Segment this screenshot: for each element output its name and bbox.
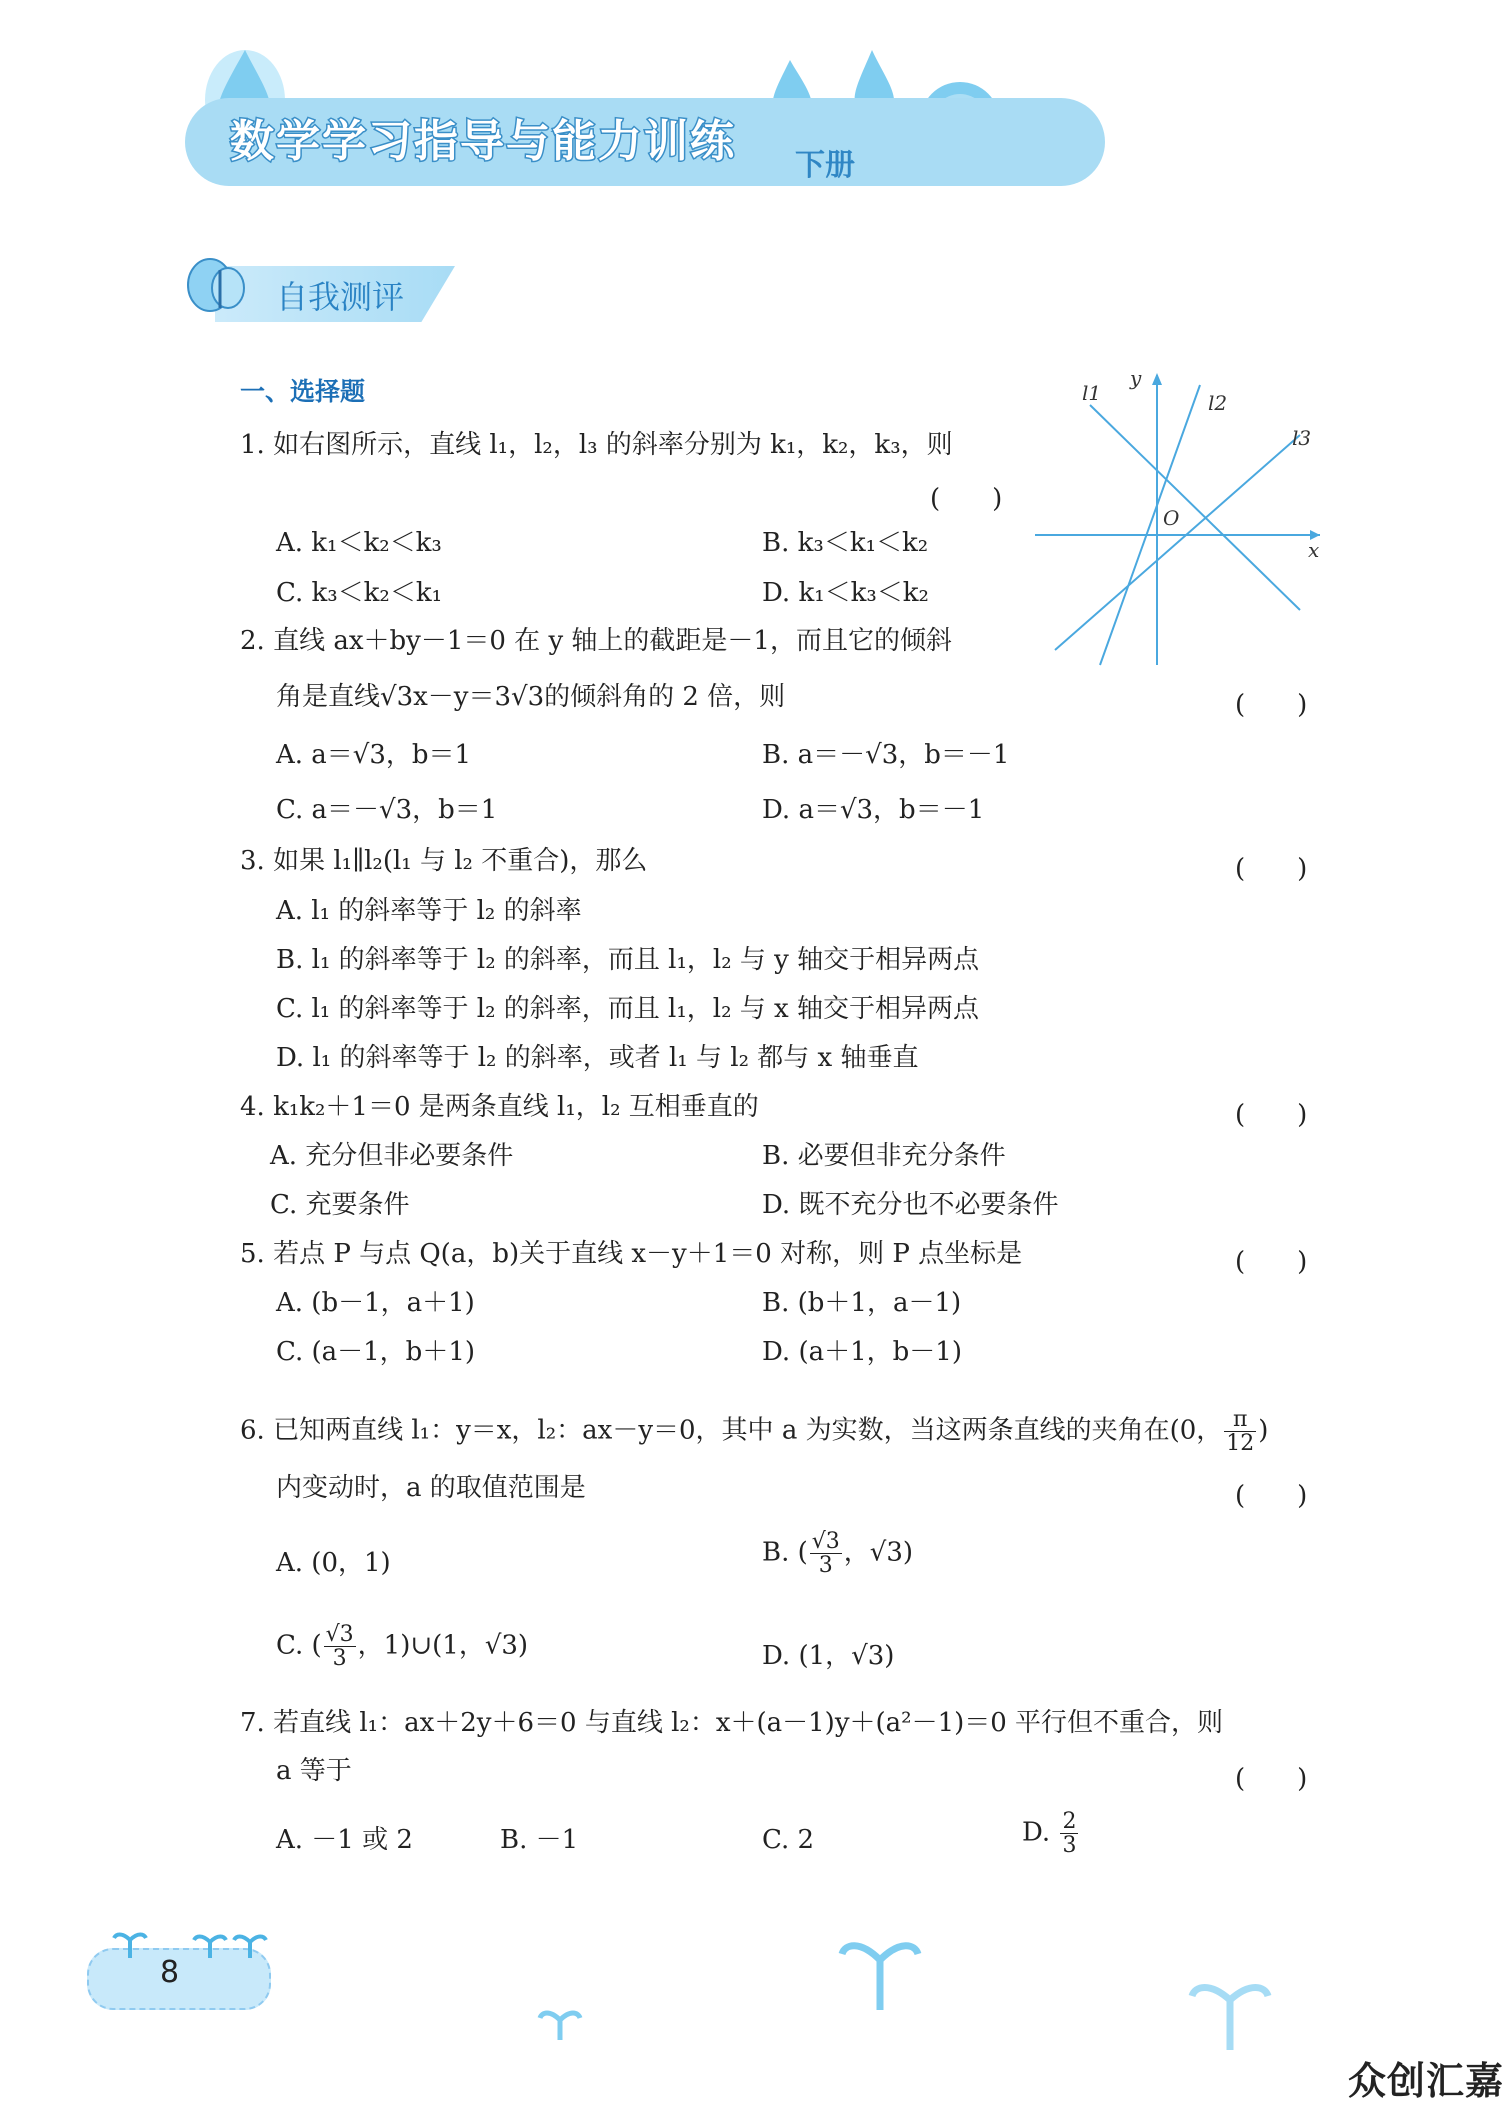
q7-answer-paren[interactable]: ( ) <box>1235 1764 1308 1794</box>
q6-option-b[interactable]: B. ( $\frac{√3}{3}$ ，√3) <box>762 1529 914 1579</box>
line-figure <box>1030 365 1330 675</box>
butterfly-icon <box>180 250 260 330</box>
q2-option-a[interactable]: A. a＝√3，b＝1 <box>276 740 472 770</box>
q6-option-d[interactable]: D. (1，√3) <box>762 1641 895 1671</box>
q3-option-b[interactable]: B. l₁ 的斜率等于 l₂ 的斜率，而且 l₁，l₂ 与 y 轴交于相异两点 <box>276 945 980 975</box>
line-l1 <box>1090 405 1300 610</box>
q7-stem-line1: 7. 若直线 l₁：ax＋2y＋6＝0 与直线 l₂：x＋(a－1)y＋(a²－1)＝0 平行但不重合，则 <box>240 1708 1224 1738</box>
q6-stem-line2: 内变动时，a 的取值范围是 <box>276 1473 586 1503</box>
q2-stem-line2: 角是直线√3x－y＝3√3的倾斜角的 2 倍，则 <box>276 682 786 712</box>
q1-option-d[interactable]: D. k₁＜k₃＜k₂ <box>762 578 929 608</box>
q6-option-c[interactable]: C. ( $\frac{√3}{3}$ ，1)∪(1，√3) <box>276 1622 529 1672</box>
q7-option-c[interactable]: C. 2 <box>762 1825 815 1855</box>
question-type-heading: 一、选择题 <box>240 377 366 406</box>
label-l2: l2 <box>1208 391 1228 415</box>
label-x: x <box>1308 538 1320 562</box>
q5-option-b[interactable]: B. (b＋1，a－1) <box>762 1288 962 1318</box>
q7-stem-line2: a 等于 <box>276 1756 352 1786</box>
q1-stem: 1. 如右图所示，直线 l₁，l₂，l₃ 的斜率分别为 k₁，k₂，k₃，则 <box>240 430 953 460</box>
section-title: 自我测评 <box>276 278 405 316</box>
q3-stem: 3. 如果 l₁∥l₂(l₁ 与 l₂ 不重合)，那么 <box>240 846 648 876</box>
q3-option-c[interactable]: C. l₁ 的斜率等于 l₂ 的斜率，而且 l₁，l₂ 与 x 轴交于相异两点 <box>276 994 979 1024</box>
label-y: y <box>1130 366 1142 390</box>
q1-answer-paren[interactable]: ( ) <box>930 484 1003 514</box>
q5-answer-paren[interactable]: ( ) <box>1235 1247 1308 1277</box>
q4-option-b[interactable]: B. 必要但非充分条件 <box>762 1141 1006 1171</box>
q3-option-d[interactable]: D. l₁ 的斜率等于 l₂ 的斜率，或者 l₁ 与 l₂ 都与 x 轴垂直 <box>276 1043 919 1073</box>
sprout-decoration-icon <box>530 1940 1330 2060</box>
q5-stem: 5. 若点 P 与点 Q(a，b)关于直线 x－y＋1＝0 对称，则 P 点坐标是 <box>240 1239 1023 1269</box>
book-title: 数学学习指导与能力训练 <box>230 116 736 167</box>
label-l3: l3 <box>1292 426 1312 450</box>
q2-stem-line1: 2. 直线 ax＋by－1＝0 在 y 轴上的截距是－1，而且它的倾斜 <box>240 626 952 656</box>
q6-answer-paren[interactable]: ( ) <box>1235 1481 1308 1511</box>
q4-option-c[interactable]: C. 充要条件 <box>270 1190 410 1220</box>
page-number: 8 <box>160 1955 180 1990</box>
q2-option-b[interactable]: B. a＝－√3，b＝－1 <box>762 740 1010 770</box>
q6-stem-line1: 6. 已知两直线 l₁：y＝x，l₂：ax－y＝0，其中 a 为实数，当这两条直线的夹角在(0， $\frac{\pi}{12}$ ) <box>240 1407 1269 1457</box>
q7-option-a[interactable]: A. －1 或 2 <box>276 1825 413 1855</box>
q6-option-a[interactable]: A. (0，1) <box>276 1548 391 1578</box>
q3-answer-paren[interactable]: ( ) <box>1235 854 1308 884</box>
line-l3 <box>1055 435 1300 650</box>
q1-option-a[interactable]: A. k₁＜k₂＜k₃ <box>276 528 442 558</box>
q2-option-d[interactable]: D. a＝√3，b＝－1 <box>762 795 985 825</box>
q1-option-b[interactable]: B. k₃＜k₁＜k₂ <box>762 528 929 558</box>
line-l2 <box>1100 385 1200 665</box>
q5-option-c[interactable]: C. (a－1，b＋1) <box>276 1337 476 1367</box>
label-origin: O <box>1163 506 1180 530</box>
q6-stem-text: 6. 已知两直线 l₁：y＝x，l₂：ax－y＝0，其中 a 为实数，当这两条直线的夹角在(0， <box>240 1415 1223 1446</box>
q4-stem: 4. k₁k₂＋1＝0 是两条直线 l₁，l₂ 互相垂直的 <box>240 1092 759 1122</box>
label-l1: l1 <box>1082 381 1102 405</box>
q6-option-c-fraction: $\frac{√3}{3}$ <box>325 1622 354 1672</box>
q2-answer-paren[interactable]: ( ) <box>1235 690 1308 720</box>
q7-option-b[interactable]: B. －1 <box>500 1825 579 1855</box>
watermark: 众创汇嘉 <box>1348 2059 1504 2103</box>
q5-option-d[interactable]: D. (a＋1，b－1) <box>762 1337 962 1367</box>
volume-label: 下册 <box>795 148 855 183</box>
sprout-icon <box>80 1920 280 1960</box>
q4-option-d[interactable]: D. 既不充分也不必要条件 <box>762 1190 1059 1220</box>
q5-option-a[interactable]: A. (b－1，a＋1) <box>276 1288 475 1318</box>
q4-option-a[interactable]: A. 充分但非必要条件 <box>270 1141 514 1171</box>
q7-option-d-fraction: $\frac{2}{3}$ <box>1062 1809 1077 1859</box>
q4-answer-paren[interactable]: ( ) <box>1235 1100 1308 1130</box>
q6-option-b-fraction: $\frac{√3}{3}$ <box>811 1529 840 1579</box>
q7-option-d[interactable]: D. $\frac{2}{3}$ <box>1022 1809 1077 1859</box>
q3-option-a[interactable]: A. l₁ 的斜率等于 l₂ 的斜率 <box>276 896 582 926</box>
q1-option-c[interactable]: C. k₃＜k₂＜k₁ <box>276 578 443 608</box>
q6-fraction: $\frac{\pi}{12}$ <box>1226 1407 1255 1457</box>
q2-option-c[interactable]: C. a＝－√3，b＝1 <box>276 795 498 825</box>
